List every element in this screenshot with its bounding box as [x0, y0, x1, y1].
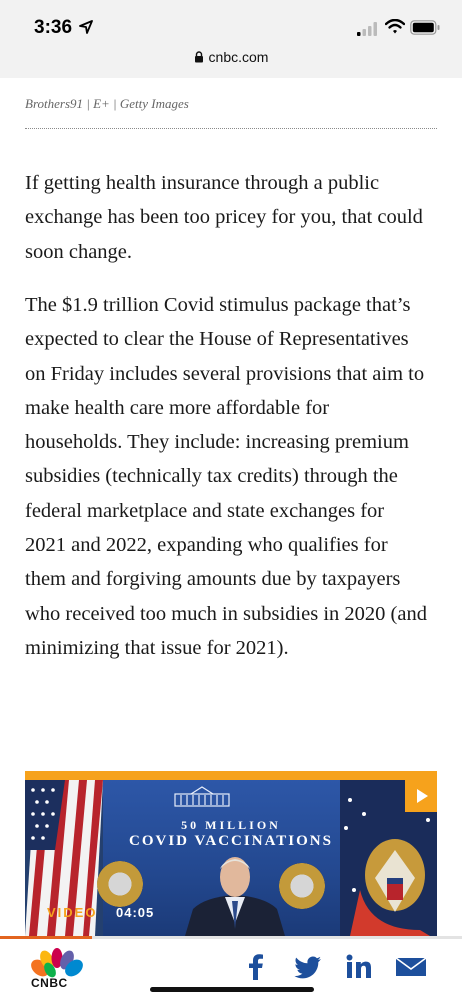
- presidential-seal-icon: [279, 863, 325, 909]
- article-paragraph: The $1.9 trillion Covid stimulus package that’s expected to clear the House of Representatives on Friday includes several provisions that aim to make health care more affordable for households. They include: increasing premium subsidies (technically tax credits) through the federal marketplace and state exchanges for 2021 and 2022, expanding who qualifies for them and forgiving amounts due by taxpayers who received too much in subsidies in 2020 (and minimizing that issue for 2021).: [25, 294, 427, 659]
- battery-icon: [410, 20, 440, 35]
- video-duration: 04:05: [116, 905, 155, 920]
- video-backdrop-text: COVID VACCINATIONS: [129, 833, 333, 849]
- linkedin-icon[interactable]: [346, 954, 372, 980]
- presidential-seal-icon: [97, 861, 143, 907]
- status-time: 3:36: [34, 17, 73, 38]
- lock-icon: [194, 51, 204, 63]
- divider: [25, 128, 437, 129]
- email-icon[interactable]: [395, 954, 427, 980]
- twitter-icon[interactable]: [294, 954, 322, 980]
- location-arrow-icon: [79, 20, 93, 34]
- reading-progress-track: [0, 936, 462, 939]
- video-backdrop-text: 50 MILLION: [181, 818, 281, 832]
- cellular-signal-icon: [357, 22, 377, 36]
- article-paragraph: If getting health insurance through a public exchange has been too pricey for you, that could soon change.: [25, 172, 423, 263]
- facebook-icon[interactable]: [246, 954, 264, 980]
- status-bar: [0, 0, 462, 78]
- reading-progress-bar: [0, 936, 92, 939]
- video-label: VIDEO: [47, 905, 98, 920]
- address-bar[interactable]: [0, 49, 462, 65]
- cnbc-logo-text: CNBC: [31, 976, 68, 990]
- white-house-icon: [173, 785, 231, 807]
- url-text: cnbc.com: [208, 49, 269, 65]
- video-player[interactable]: [25, 771, 437, 936]
- photo-credit: Brothers91 | E+ | Getty Images: [25, 96, 189, 111]
- speaker-image: [185, 853, 285, 936]
- wifi-icon: [385, 19, 405, 35]
- home-indicator[interactable]: [150, 987, 314, 992]
- video-accent-bar: [25, 771, 437, 780]
- play-button[interactable]: [405, 780, 437, 812]
